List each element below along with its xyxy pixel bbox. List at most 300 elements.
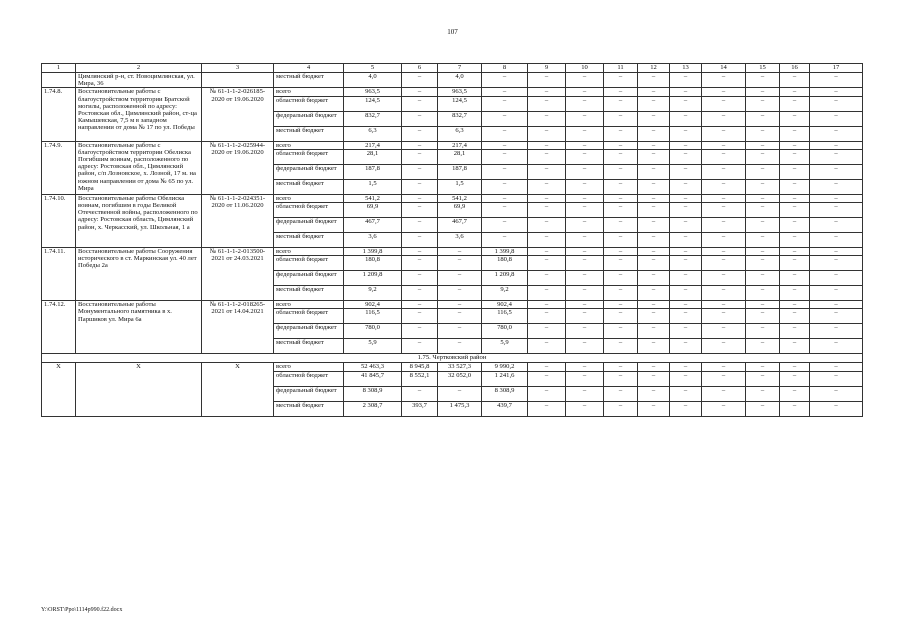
amount-cell: –	[528, 271, 566, 286]
amount-cell: 6,3	[438, 126, 482, 141]
item-number: Х	[42, 363, 76, 416]
amount-cell: –	[810, 111, 863, 126]
amount-cell: –	[566, 309, 604, 324]
amount-cell: –	[638, 301, 670, 309]
amount-cell: –	[670, 363, 702, 371]
amount-cell: –	[402, 73, 438, 88]
amount-cell: –	[810, 371, 863, 386]
section-row	[42, 354, 863, 363]
amount-cell: –	[810, 73, 863, 88]
amount-cell: –	[566, 218, 604, 233]
amount-cell: –	[702, 371, 746, 386]
column-number: 15	[746, 64, 780, 73]
amount-cell: –	[528, 309, 566, 324]
amount-cell: –	[604, 271, 638, 286]
amount-cell: –	[566, 401, 604, 416]
amount-cell: –	[528, 164, 566, 179]
funding-source: всего	[274, 301, 344, 309]
amount-cell: –	[604, 88, 638, 96]
amount-cell: –	[638, 256, 670, 271]
amount-cell: –	[780, 386, 810, 401]
amount-cell: 439,7	[482, 401, 528, 416]
table-row	[42, 73, 863, 88]
amount-cell: –	[566, 141, 604, 149]
funding-source: местный бюджет	[274, 401, 344, 416]
amount-cell: –	[566, 248, 604, 256]
amount-cell: –	[402, 141, 438, 149]
amount-cell: –	[528, 149, 566, 164]
amount-cell: –	[780, 301, 810, 309]
column-number: 10	[566, 64, 604, 73]
funding-source: областной бюджет	[274, 203, 344, 218]
amount-cell: –	[566, 179, 604, 194]
amount-cell: –	[604, 371, 638, 386]
object-name: Восстановительные работы с благоустройством территории Братской могилы, расположенной по адресу: Ростовская обл., Цимлянский район, ст-ца Камышевская, 7,5 м в западном направлении от дома № 17 по ул. Победы	[76, 88, 202, 141]
funding-source: всего	[274, 141, 344, 149]
amount-cell: 963,5	[344, 88, 402, 96]
amount-cell: –	[604, 126, 638, 141]
amount-cell: 187,8	[438, 164, 482, 179]
amount-cell: 8 308,9	[344, 386, 402, 401]
amount-cell: –	[604, 309, 638, 324]
amount-cell: –	[566, 363, 604, 371]
amount-cell: –	[402, 88, 438, 96]
amount-cell: –	[746, 256, 780, 271]
funding-source: местный бюджет	[274, 286, 344, 301]
amount-cell: –	[528, 218, 566, 233]
amount-cell: –	[670, 88, 702, 96]
table-row	[42, 141, 863, 149]
amount-cell: –	[438, 386, 482, 401]
amount-cell: 69,9	[344, 203, 402, 218]
amount-cell: 217,4	[344, 141, 402, 149]
amount-cell: –	[482, 149, 528, 164]
amount-cell: –	[638, 309, 670, 324]
amount-cell: –	[780, 339, 810, 354]
amount-cell: –	[528, 88, 566, 96]
amount-cell: –	[670, 256, 702, 271]
amount-cell: –	[780, 141, 810, 149]
amount-cell: –	[746, 271, 780, 286]
amount-cell: –	[702, 286, 746, 301]
amount-cell: –	[810, 96, 863, 111]
amount-cell: –	[638, 111, 670, 126]
amount-cell: –	[438, 339, 482, 354]
amount-cell: –	[528, 111, 566, 126]
amount-cell: –	[638, 248, 670, 256]
amount-cell: –	[746, 141, 780, 149]
amount-cell: –	[482, 194, 528, 202]
amount-cell: –	[604, 73, 638, 88]
amount-cell: –	[638, 126, 670, 141]
amount-cell: –	[810, 141, 863, 149]
amount-cell: –	[746, 73, 780, 88]
amount-cell: –	[482, 218, 528, 233]
amount-cell: –	[810, 324, 863, 339]
amount-cell: 902,4	[482, 301, 528, 309]
amount-cell: –	[702, 141, 746, 149]
amount-cell: –	[482, 141, 528, 149]
amount-cell: –	[780, 73, 810, 88]
amount-cell: –	[670, 73, 702, 88]
amount-cell: –	[670, 401, 702, 416]
amount-cell: –	[604, 339, 638, 354]
amount-cell: –	[638, 179, 670, 194]
amount-cell: 124,5	[438, 96, 482, 111]
amount-cell: –	[638, 149, 670, 164]
amount-cell: –	[566, 164, 604, 179]
item-number	[42, 73, 76, 88]
amount-cell: 180,8	[482, 256, 528, 271]
amount-cell: –	[746, 218, 780, 233]
amount-cell: –	[566, 233, 604, 248]
amount-cell: –	[604, 386, 638, 401]
amount-cell: –	[670, 203, 702, 218]
amount-cell: –	[670, 286, 702, 301]
amount-cell: –	[402, 111, 438, 126]
amount-cell: –	[702, 194, 746, 202]
amount-cell: –	[566, 256, 604, 271]
amount-cell: 33 527,3	[438, 363, 482, 371]
amount-cell: –	[670, 194, 702, 202]
amount-cell: –	[810, 126, 863, 141]
file-path-footer: Y:\ORST\Ppo\1114p990.f22.docx	[41, 607, 123, 613]
amount-cell: –	[402, 194, 438, 202]
amount-cell: –	[528, 386, 566, 401]
amount-cell: –	[780, 164, 810, 179]
amount-cell: –	[702, 88, 746, 96]
amount-cell: –	[780, 194, 810, 202]
amount-cell: –	[780, 126, 810, 141]
amount-cell: 1 399,8	[344, 248, 402, 256]
amount-cell: –	[780, 179, 810, 194]
funding-source: федеральный бюджет	[274, 271, 344, 286]
column-number: 12	[638, 64, 670, 73]
amount-cell: –	[670, 248, 702, 256]
amount-cell: –	[528, 401, 566, 416]
amount-cell: –	[528, 286, 566, 301]
amount-cell: 180,8	[344, 256, 402, 271]
amount-cell: –	[746, 248, 780, 256]
amount-cell: –	[604, 218, 638, 233]
item-number: 1.74.10.	[42, 194, 76, 247]
table-row	[42, 301, 863, 309]
amount-cell: –	[670, 309, 702, 324]
amount-cell: 69,9	[438, 203, 482, 218]
amount-cell: –	[702, 363, 746, 371]
amount-cell: –	[746, 309, 780, 324]
amount-cell: –	[528, 233, 566, 248]
object-name: Цимлянский р-н, ст. Новоцимлянская, ул. Мира, 36	[76, 73, 202, 88]
amount-cell: –	[746, 179, 780, 194]
amount-cell: 8 552,1	[402, 371, 438, 386]
amount-cell: –	[670, 233, 702, 248]
amount-cell: –	[528, 324, 566, 339]
table-row	[42, 363, 863, 371]
amount-cell: 832,7	[344, 111, 402, 126]
amount-cell: –	[604, 164, 638, 179]
amount-cell: –	[702, 96, 746, 111]
amount-cell: –	[670, 301, 702, 309]
amount-cell: –	[780, 363, 810, 371]
amount-cell: –	[528, 179, 566, 194]
amount-cell: 393,7	[402, 401, 438, 416]
amount-cell: –	[482, 111, 528, 126]
amount-cell: –	[604, 248, 638, 256]
amount-cell: –	[746, 233, 780, 248]
amount-cell: –	[604, 141, 638, 149]
amount-cell: –	[702, 339, 746, 354]
amount-cell: –	[702, 111, 746, 126]
amount-cell: –	[482, 233, 528, 248]
amount-cell: –	[702, 218, 746, 233]
amount-cell: –	[670, 141, 702, 149]
document-number: № 61-1-1-2-026185-2020 от 19.06.2020	[202, 88, 274, 141]
amount-cell: 1,5	[438, 179, 482, 194]
amount-cell: –	[604, 233, 638, 248]
amount-cell: –	[566, 149, 604, 164]
column-number-row	[42, 64, 863, 73]
column-number: 9	[528, 64, 566, 73]
table-row	[42, 194, 863, 202]
amount-cell: –	[810, 309, 863, 324]
amount-cell: 3,6	[438, 233, 482, 248]
amount-cell: –	[566, 194, 604, 202]
amount-cell: –	[566, 126, 604, 141]
amount-cell: –	[604, 179, 638, 194]
amount-cell: 5,9	[482, 339, 528, 354]
amount-cell: –	[746, 96, 780, 111]
amount-cell: –	[528, 141, 566, 149]
amount-cell: –	[528, 339, 566, 354]
amount-cell: –	[566, 88, 604, 96]
amount-cell: –	[780, 286, 810, 301]
amount-cell: –	[810, 271, 863, 286]
amount-cell: –	[780, 401, 810, 416]
amount-cell: 1 475,3	[438, 401, 482, 416]
amount-cell: –	[746, 401, 780, 416]
amount-cell: –	[604, 401, 638, 416]
amount-cell: –	[482, 88, 528, 96]
amount-cell: –	[604, 111, 638, 126]
amount-cell: –	[402, 256, 438, 271]
funding-source: федеральный бюджет	[274, 111, 344, 126]
amount-cell: –	[670, 126, 702, 141]
amount-cell: –	[566, 73, 604, 88]
amount-cell: –	[780, 149, 810, 164]
funding-source: местный бюджет	[274, 126, 344, 141]
page-number: 107	[447, 28, 458, 36]
amount-cell: 9 990,2	[482, 363, 528, 371]
amount-cell: –	[638, 339, 670, 354]
amount-cell: –	[482, 203, 528, 218]
amount-cell: –	[702, 164, 746, 179]
amount-cell: 124,5	[344, 96, 402, 111]
amount-cell: –	[402, 271, 438, 286]
amount-cell: –	[402, 179, 438, 194]
amount-cell: –	[402, 309, 438, 324]
funding-source: местный бюджет	[274, 73, 344, 88]
amount-cell: –	[566, 339, 604, 354]
amount-cell: –	[702, 233, 746, 248]
amount-cell: –	[702, 73, 746, 88]
amount-cell: 9,2	[482, 286, 528, 301]
amount-cell: –	[746, 386, 780, 401]
amount-cell: 9,2	[344, 286, 402, 301]
amount-cell: –	[638, 371, 670, 386]
amount-cell: –	[670, 149, 702, 164]
amount-cell: –	[566, 386, 604, 401]
amount-cell: –	[702, 256, 746, 271]
amount-cell: 1,5	[344, 179, 402, 194]
amount-cell: –	[402, 203, 438, 218]
amount-cell: –	[402, 164, 438, 179]
column-number: 13	[670, 64, 702, 73]
amount-cell: –	[746, 324, 780, 339]
funding-source: всего	[274, 88, 344, 96]
amount-cell: –	[810, 149, 863, 164]
document-number: № 61-1-1-2-013500-2021 от 24.03.2021	[202, 248, 274, 301]
amount-cell: –	[702, 179, 746, 194]
amount-cell: –	[638, 286, 670, 301]
amount-cell: –	[604, 149, 638, 164]
table-row	[42, 248, 863, 256]
amount-cell: 832,7	[438, 111, 482, 126]
amount-cell: –	[810, 88, 863, 96]
amount-cell: –	[810, 203, 863, 218]
item-number: 1.74.9.	[42, 141, 76, 194]
amount-cell: 1 399,8	[482, 248, 528, 256]
amount-cell: –	[528, 363, 566, 371]
amount-cell: –	[810, 194, 863, 202]
amount-cell: –	[746, 88, 780, 96]
amount-cell: –	[638, 324, 670, 339]
column-number: 3	[202, 64, 274, 73]
amount-cell: 217,4	[438, 141, 482, 149]
amount-cell: –	[746, 203, 780, 218]
column-number: 5	[344, 64, 402, 73]
amount-cell: –	[438, 309, 482, 324]
amount-cell: –	[638, 194, 670, 202]
amount-cell: –	[528, 203, 566, 218]
document-number: № 61-1-1-2-025944-2020 от 19.06.2020	[202, 141, 274, 194]
funding-source: местный бюджет	[274, 179, 344, 194]
amount-cell: 1 209,8	[344, 271, 402, 286]
column-number: 6	[402, 64, 438, 73]
amount-cell: –	[566, 286, 604, 301]
amount-cell: 2 308,7	[344, 401, 402, 416]
amount-cell: –	[438, 271, 482, 286]
amount-cell: 41 845,7	[344, 371, 402, 386]
amount-cell: –	[810, 401, 863, 416]
column-number: 2	[76, 64, 202, 73]
document-number: Х	[202, 363, 274, 416]
amount-cell: –	[746, 149, 780, 164]
funding-source: федеральный бюджет	[274, 386, 344, 401]
amount-cell: –	[604, 286, 638, 301]
amount-cell: –	[670, 339, 702, 354]
amount-cell: –	[810, 164, 863, 179]
object-name: Восстановительные работы Обелиска воинам, погибшим в годы Великой Отечественной войны, расположенного по адресу: Ростовская область, Цимлянский район, х. Черкасский, ул. Школьная, 1 а	[76, 194, 202, 247]
amount-cell: –	[810, 386, 863, 401]
amount-cell: –	[810, 233, 863, 248]
amount-cell: –	[780, 256, 810, 271]
funding-source: всего	[274, 363, 344, 371]
amount-cell: –	[746, 111, 780, 126]
amount-cell: –	[604, 324, 638, 339]
item-number: 1.74.12.	[42, 301, 76, 354]
amount-cell: –	[810, 256, 863, 271]
amount-cell: –	[638, 141, 670, 149]
amount-cell: 780,0	[344, 324, 402, 339]
amount-cell: 3,6	[344, 233, 402, 248]
amount-cell: –	[780, 218, 810, 233]
amount-cell: –	[810, 179, 863, 194]
amount-cell: 467,7	[344, 218, 402, 233]
amount-cell: –	[670, 371, 702, 386]
column-number: 7	[438, 64, 482, 73]
amount-cell: –	[810, 339, 863, 354]
funding-source: федеральный бюджет	[274, 164, 344, 179]
document-number: № 61-1-1-2-018265-2021 от 14.04.2021	[202, 301, 274, 354]
amount-cell: 780,0	[482, 324, 528, 339]
amount-cell: –	[604, 363, 638, 371]
amount-cell: –	[780, 96, 810, 111]
amount-cell: –	[810, 218, 863, 233]
amount-cell: –	[638, 386, 670, 401]
amount-cell: –	[702, 324, 746, 339]
amount-cell: –	[810, 301, 863, 309]
amount-cell: –	[780, 233, 810, 248]
funding-source: федеральный бюджет	[274, 218, 344, 233]
funding-source: областной бюджет	[274, 309, 344, 324]
amount-cell: –	[566, 301, 604, 309]
amount-cell: –	[402, 233, 438, 248]
amount-cell: 541,2	[344, 194, 402, 202]
amount-cell: –	[702, 271, 746, 286]
amount-cell: –	[438, 286, 482, 301]
amount-cell: –	[780, 309, 810, 324]
object-name: Восстановительные работы Монументального памятника в х. Паршиков ул. Мира 6а	[76, 301, 202, 354]
amount-cell: –	[482, 164, 528, 179]
amount-cell: –	[402, 149, 438, 164]
funding-source: областной бюджет	[274, 256, 344, 271]
section-title: 1.75. Чертковский район	[42, 354, 863, 363]
funding-source: областной бюджет	[274, 371, 344, 386]
amount-cell: –	[702, 203, 746, 218]
amount-cell: –	[810, 248, 863, 256]
column-number: 17	[810, 64, 863, 73]
amount-cell: –	[702, 386, 746, 401]
amount-cell: –	[670, 96, 702, 111]
amount-cell: –	[702, 401, 746, 416]
item-number: 1.74.8.	[42, 88, 76, 141]
funding-source: всего	[274, 248, 344, 256]
amount-cell: –	[670, 179, 702, 194]
amount-cell: 6,3	[344, 126, 402, 141]
funding-source: местный бюджет	[274, 233, 344, 248]
amount-cell: 541,2	[438, 194, 482, 202]
amount-cell: –	[638, 203, 670, 218]
amount-cell: –	[746, 301, 780, 309]
amount-cell: –	[638, 73, 670, 88]
column-number: 4	[274, 64, 344, 73]
amount-cell: –	[670, 386, 702, 401]
amount-cell: 32 052,0	[438, 371, 482, 386]
table-row	[42, 88, 863, 96]
amount-cell: –	[482, 179, 528, 194]
amount-cell: –	[810, 286, 863, 301]
